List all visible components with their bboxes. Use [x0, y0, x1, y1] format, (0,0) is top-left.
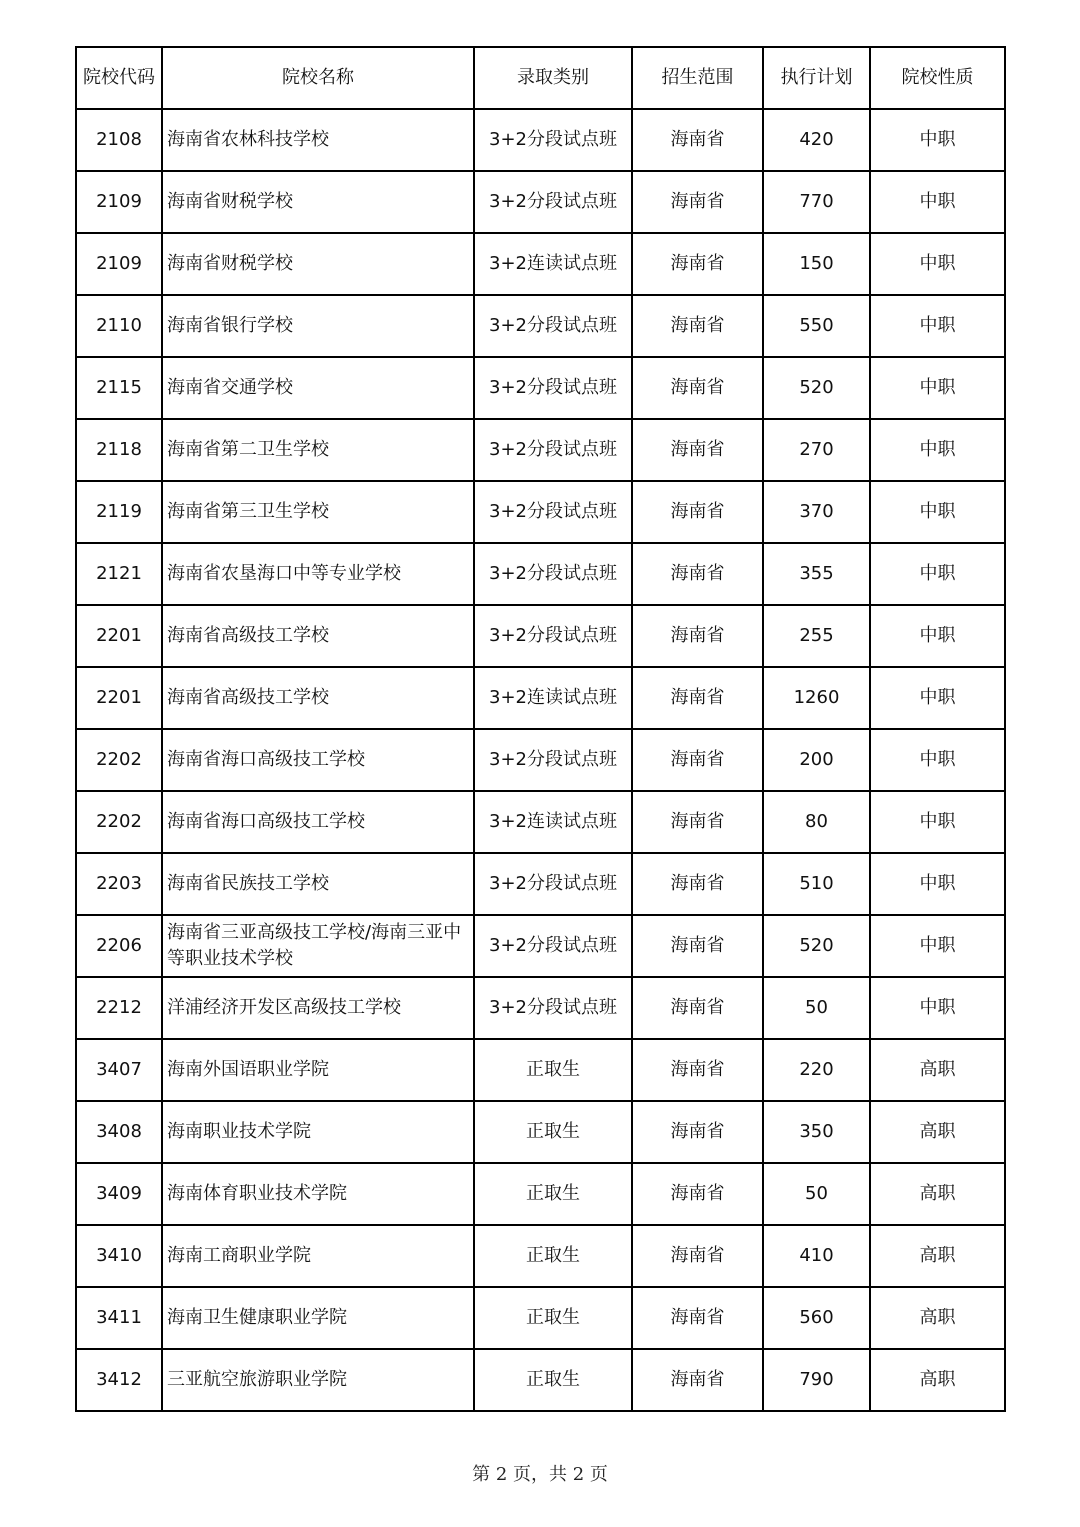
header-school-name: 院校名称: [162, 47, 474, 109]
header-school-nature: 院校性质: [870, 47, 1005, 109]
cell-admission-category: 3+2分段试点班: [474, 543, 632, 605]
cell-school-code: 2109: [76, 171, 162, 233]
cell-admission-category: 正取生: [474, 1287, 632, 1349]
cell-execution-plan: 410: [763, 1225, 870, 1287]
cell-execution-plan: 1260: [763, 667, 870, 729]
cell-school-nature: 中职: [870, 419, 1005, 481]
cell-admission-category: 正取生: [474, 1349, 632, 1411]
cell-execution-plan: 220: [763, 1039, 870, 1101]
cell-enrollment-scope: 海南省: [632, 915, 763, 977]
cell-enrollment-scope: 海南省: [632, 171, 763, 233]
header-admission-category: 录取类别: [474, 47, 632, 109]
cell-school-nature: 高职: [870, 1225, 1005, 1287]
table-row: [76, 1287, 1005, 1349]
cell-school-nature: 中职: [870, 605, 1005, 667]
header-enrollment-scope: 招生范围: [632, 47, 763, 109]
table-row: [76, 543, 1005, 605]
cell-school-code: 3409: [76, 1163, 162, 1225]
cell-school-code: 3407: [76, 1039, 162, 1101]
cell-school-name: 海南省民族技工学校: [162, 853, 474, 915]
table-header-row: [76, 47, 1005, 109]
cell-school-name: 海南省财税学校: [162, 233, 474, 295]
cell-execution-plan: 520: [763, 915, 870, 977]
cell-enrollment-scope: 海南省: [632, 729, 763, 791]
cell-school-name: 海南卫生健康职业学院: [162, 1287, 474, 1349]
cell-school-code: 3410: [76, 1225, 162, 1287]
cell-admission-category: 3+2分段试点班: [474, 171, 632, 233]
table-row: [76, 233, 1005, 295]
cell-school-nature: 中职: [870, 109, 1005, 171]
cell-school-nature: 高职: [870, 1039, 1005, 1101]
cell-enrollment-scope: 海南省: [632, 1287, 763, 1349]
cell-enrollment-scope: 海南省: [632, 1039, 763, 1101]
cell-school-name: 海南职业技术学院: [162, 1101, 474, 1163]
cell-school-code: 2203: [76, 853, 162, 915]
table-row: [76, 1349, 1005, 1411]
cell-school-code: 2109: [76, 233, 162, 295]
header-execution-plan: 执行计划: [763, 47, 870, 109]
cell-execution-plan: 510: [763, 853, 870, 915]
cell-school-code: 3408: [76, 1101, 162, 1163]
cell-execution-plan: 50: [763, 977, 870, 1039]
cell-school-code: 2201: [76, 667, 162, 729]
cell-school-nature: 高职: [870, 1101, 1005, 1163]
cell-execution-plan: 150: [763, 233, 870, 295]
cell-school-nature: 中职: [870, 233, 1005, 295]
cell-school-name: 海南工商职业学院: [162, 1225, 474, 1287]
header-school-code: 院校代码: [76, 47, 162, 109]
table-row: [76, 915, 1005, 977]
cell-school-name: 海南省农垦海口中等专业学校: [162, 543, 474, 605]
admission-plan-table: [75, 46, 1006, 1412]
cell-school-name: 三亚航空旅游职业学院: [162, 1349, 474, 1411]
cell-execution-plan: 350: [763, 1101, 870, 1163]
cell-school-name: 海南体育职业技术学院: [162, 1163, 474, 1225]
cell-school-code: 2119: [76, 481, 162, 543]
cell-admission-category: 3+2分段试点班: [474, 295, 632, 357]
cell-admission-category: 3+2分段试点班: [474, 977, 632, 1039]
cell-admission-category: 3+2连读试点班: [474, 233, 632, 295]
cell-execution-plan: 560: [763, 1287, 870, 1349]
cell-school-code: 2108: [76, 109, 162, 171]
table-row: [76, 977, 1005, 1039]
cell-school-name: 海南省三亚高级技工学校/海南三亚中等职业技术学校: [162, 915, 474, 977]
table-row: [76, 1225, 1005, 1287]
cell-enrollment-scope: 海南省: [632, 605, 763, 667]
cell-enrollment-scope: 海南省: [632, 419, 763, 481]
cell-school-code: 2206: [76, 915, 162, 977]
cell-enrollment-scope: 海南省: [632, 667, 763, 729]
cell-execution-plan: 355: [763, 543, 870, 605]
cell-school-code: 2202: [76, 791, 162, 853]
cell-enrollment-scope: 海南省: [632, 295, 763, 357]
cell-admission-category: 3+2分段试点班: [474, 853, 632, 915]
cell-admission-category: 3+2分段试点班: [474, 605, 632, 667]
cell-execution-plan: 270: [763, 419, 870, 481]
cell-school-name: 海南省财税学校: [162, 171, 474, 233]
cell-execution-plan: 370: [763, 481, 870, 543]
cell-enrollment-scope: 海南省: [632, 977, 763, 1039]
cell-admission-category: 3+2连读试点班: [474, 791, 632, 853]
cell-school-nature: 高职: [870, 1287, 1005, 1349]
table-row: [76, 1163, 1005, 1225]
cell-school-name: 海南省高级技工学校: [162, 605, 474, 667]
table-row: [76, 1101, 1005, 1163]
cell-school-nature: 中职: [870, 543, 1005, 605]
page-number: 第 2 页，共 2 页: [472, 1464, 608, 1485]
cell-school-nature: 高职: [870, 1349, 1005, 1411]
cell-school-nature: 中职: [870, 915, 1005, 977]
cell-enrollment-scope: 海南省: [632, 853, 763, 915]
cell-admission-category: 3+2分段试点班: [474, 109, 632, 171]
cell-school-code: 2115: [76, 357, 162, 419]
table-row: [76, 605, 1005, 667]
cell-admission-category: 正取生: [474, 1163, 632, 1225]
cell-admission-category: 正取生: [474, 1225, 632, 1287]
cell-execution-plan: 50: [763, 1163, 870, 1225]
table-row: [76, 1039, 1005, 1101]
cell-school-nature: 中职: [870, 357, 1005, 419]
cell-enrollment-scope: 海南省: [632, 109, 763, 171]
cell-school-name: 海南省交通学校: [162, 357, 474, 419]
cell-school-code: 2212: [76, 977, 162, 1039]
cell-school-nature: 中职: [870, 171, 1005, 233]
cell-school-nature: 中职: [870, 481, 1005, 543]
cell-school-code: 2118: [76, 419, 162, 481]
cell-school-nature: 高职: [870, 1163, 1005, 1225]
cell-school-code: 3411: [76, 1287, 162, 1349]
cell-school-name: 海南省第三卫生学校: [162, 481, 474, 543]
cell-school-nature: 中职: [870, 977, 1005, 1039]
cell-school-name: 海南外国语职业学院: [162, 1039, 474, 1101]
cell-admission-category: 3+2连读试点班: [474, 667, 632, 729]
cell-school-name: 海南省农林科技学校: [162, 109, 474, 171]
cell-school-nature: 中职: [870, 729, 1005, 791]
cell-execution-plan: 80: [763, 791, 870, 853]
cell-admission-category: 3+2分段试点班: [474, 915, 632, 977]
cell-school-code: 2110: [76, 295, 162, 357]
cell-enrollment-scope: 海南省: [632, 1101, 763, 1163]
cell-school-nature: 中职: [870, 791, 1005, 853]
cell-school-name: 海南省海口高级技工学校: [162, 729, 474, 791]
cell-enrollment-scope: 海南省: [632, 233, 763, 295]
cell-admission-category: 3+2分段试点班: [474, 481, 632, 543]
cell-execution-plan: 790: [763, 1349, 870, 1411]
cell-school-name: 海南省海口高级技工学校: [162, 791, 474, 853]
cell-school-code: 2201: [76, 605, 162, 667]
cell-enrollment-scope: 海南省: [632, 357, 763, 419]
cell-school-name: 海南省银行学校: [162, 295, 474, 357]
table-row: [76, 481, 1005, 543]
cell-school-nature: 中职: [870, 667, 1005, 729]
cell-admission-category: 3+2分段试点班: [474, 729, 632, 791]
cell-school-code: 2121: [76, 543, 162, 605]
cell-enrollment-scope: 海南省: [632, 481, 763, 543]
cell-execution-plan: 255: [763, 605, 870, 667]
cell-admission-category: 正取生: [474, 1039, 632, 1101]
table-row: [76, 419, 1005, 481]
table-row: [76, 667, 1005, 729]
table-row: [76, 357, 1005, 419]
cell-execution-plan: 520: [763, 357, 870, 419]
cell-execution-plan: 200: [763, 729, 870, 791]
table-row: [76, 729, 1005, 791]
cell-execution-plan: 420: [763, 109, 870, 171]
cell-school-name: 海南省第二卫生学校: [162, 419, 474, 481]
table-body: [76, 109, 1005, 1411]
cell-admission-category: 3+2分段试点班: [474, 419, 632, 481]
cell-school-code: 2202: [76, 729, 162, 791]
cell-execution-plan: 770: [763, 171, 870, 233]
cell-admission-category: 正取生: [474, 1101, 632, 1163]
cell-enrollment-scope: 海南省: [632, 1163, 763, 1225]
cell-school-name: 海南省高级技工学校: [162, 667, 474, 729]
cell-enrollment-scope: 海南省: [632, 543, 763, 605]
table-row: [76, 171, 1005, 233]
cell-school-nature: 中职: [870, 853, 1005, 915]
table-row: [76, 791, 1005, 853]
cell-admission-category: 3+2分段试点班: [474, 357, 632, 419]
cell-school-code: 3412: [76, 1349, 162, 1411]
cell-school-name: 洋浦经济开发区高级技工学校: [162, 977, 474, 1039]
cell-enrollment-scope: 海南省: [632, 791, 763, 853]
cell-enrollment-scope: 海南省: [632, 1225, 763, 1287]
cell-execution-plan: 550: [763, 295, 870, 357]
table-row: [76, 109, 1005, 171]
cell-enrollment-scope: 海南省: [632, 1349, 763, 1411]
cell-school-nature: 中职: [870, 295, 1005, 357]
table-row: [76, 853, 1005, 915]
table-row: [76, 295, 1005, 357]
